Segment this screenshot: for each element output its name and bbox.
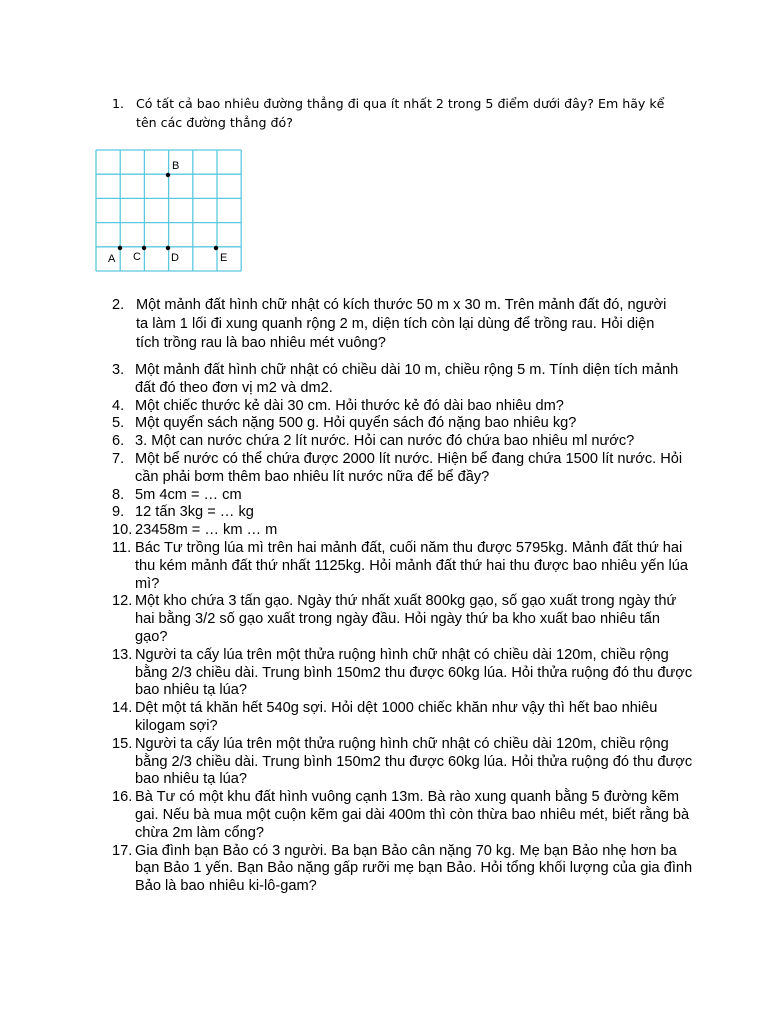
question-number: 10. xyxy=(112,522,133,539)
question-1 xyxy=(112,94,672,132)
point-label-e: E xyxy=(220,252,228,264)
point-d xyxy=(166,246,179,264)
question-number: 14. xyxy=(112,700,133,717)
question-text: Một chiếc thước kẻ dài 30 cm. Hỏi thước kẻ đó dài bao nhiêu dm? xyxy=(135,397,564,414)
question-number: 12. xyxy=(112,593,133,610)
question-text: Một mảnh đất hình chữ nhật có kích thước 50 m x 30 m. Trên mảnh đất đó, người ta làm 1 lối đi xung quanh rộng 2 m, diện tích còn lại dùng để trồng rau. Hỏi diện tích trồng rau là bao nhiêu mét vuông? xyxy=(136,297,667,351)
question-item xyxy=(0,433,695,451)
question-number: 16. xyxy=(112,789,133,806)
point-label-c: C xyxy=(133,251,141,263)
grid-svg xyxy=(94,148,244,276)
question-2 xyxy=(112,296,672,353)
point-label-b: B xyxy=(172,160,180,172)
question-text: Một bể nước có thể chứa được 2000 lít nước. Hiện bể đang chứa 1500 lít nước. Hỏi cần phải bơm thêm bao nhiêu lít nước nữa để bể đầy? xyxy=(135,450,683,485)
question-item xyxy=(0,647,695,700)
question-number: 15. xyxy=(112,735,133,752)
question-number: 2. xyxy=(112,297,125,313)
question-number: 4. xyxy=(112,397,125,414)
question-item xyxy=(0,540,695,593)
question-list xyxy=(0,362,768,896)
question-text: Bà Tư có một khu đất hình vuông cạnh 13m. Bà rào xung quanh bằng 5 đường kẽm gai. Nếu bà mua một cuộn kẽm gai dài 400m thì còn thừa bao nhiêu mét, biết rằng bà chừa 2m làm cổng? xyxy=(135,789,690,841)
question-item xyxy=(0,487,695,505)
point-label-d: D xyxy=(171,252,179,264)
question-text: 3. Một can nước chứa 2 lít nước. Hỏi can nước đó chứa bao nhiêu ml nước? xyxy=(135,433,635,450)
question-item xyxy=(0,362,695,398)
question-number: 1. xyxy=(112,96,125,111)
question-item xyxy=(0,451,695,487)
question-item xyxy=(0,522,695,540)
question-text: Một kho chứa 3 tấn gạo. Ngày thứ nhất xuất 800kg gạo, số gạo xuất trong ngày thứ hai bằng 3/2 số gạo xuất trong ngày đầu. Hỏi ngày thứ ba kho xuất bao nhiêu tấn gạo? xyxy=(135,593,677,645)
question-text: Người ta cấy lúa trên một thửa ruộng hình chữ nhật có chiều dài 120m, chiều rộng bằng 2/3 chiều dài. Trung bình 150m2 thu được 60kg lúa. Hỏi thửa ruộng đó thu được bao nhiêu tạ lúa? xyxy=(135,646,693,699)
question-text: Gia đình bạn Bảo có 3 người. Ba bạn Bảo cân nặng 70 kg. Mẹ bạn Bảo nhẹ hơn ba bạn Bảo 1 yến. Bạn Bảo nặng gấp rưỡi mẹ bạn Bảo. Hỏi tổng khối lượng của gia đình Bảo là bao nhiêu ki-lô-gam? xyxy=(135,842,693,895)
point-label-a: A xyxy=(108,253,116,265)
question-text: Người ta cấy lúa trên một thửa ruộng hình chữ nhật có chiều dài 120m, chiều rộng bằng 2/3 chiều dài. Trung bình 150m2 thu được 60kg lúa. Hỏi thửa ruộng đó thu được bao nhiêu tạ lúa? xyxy=(135,735,693,788)
question-number: 7. xyxy=(112,450,125,467)
question-text: Dệt một tá khăn hết 540g sợi. Hỏi dệt 1000 chiếc khăn như vậy thì hết bao nhiêu kilogam sợi? xyxy=(135,700,658,734)
question-number: 8. xyxy=(112,486,125,503)
question-item xyxy=(0,415,695,433)
question-text: Có tất cả bao nhiêu đường thẳng đi qua ít nhất 2 trong 5 điểm dưới đây? Em hãy kể tên các đường thẳng đó? xyxy=(136,96,665,130)
point-e xyxy=(214,246,228,264)
question-text: Một quyển sách nặng 500 g. Hỏi quyển sách đó nặng bao nhiêu kg? xyxy=(135,415,577,432)
question-number: 9. xyxy=(112,504,125,521)
question-text: 12 tấn 3kg = … kg xyxy=(135,504,254,521)
question-item xyxy=(0,504,695,522)
question-text: 5m 4cm = … cm xyxy=(135,486,242,503)
question-number: 13. xyxy=(112,646,133,663)
question-item xyxy=(0,700,695,736)
question-item xyxy=(0,736,695,789)
question-item xyxy=(0,789,695,842)
question-text: Một mảnh đất hình chữ nhật có chiều dài 10 m, chiều rộng 5 m. Tính diện tích mảnh đất đó theo đơn vị m2 và dm2. xyxy=(135,362,679,396)
question-item xyxy=(0,398,695,416)
question-number: 17. xyxy=(112,842,133,859)
question-item xyxy=(0,843,695,896)
question-number: 11. xyxy=(112,539,132,556)
question-number: 6. xyxy=(112,433,125,450)
question-number: 3. xyxy=(112,362,125,378)
question-text: 23458m = … km … m xyxy=(135,522,278,539)
question-number: 5. xyxy=(112,415,125,432)
points-grid-figure xyxy=(94,148,244,276)
question-text: Bác Tư trồng lúa mì trên hai mảnh đất, cuối năm thu được 5795kg. Mảnh đất thứ hai thu kém mảnh đất thứ nhất 1125kg. Hỏi mảnh đất thứ hai thu được bao nhiêu yến lúa mì? xyxy=(135,539,688,592)
question-item xyxy=(0,593,695,646)
